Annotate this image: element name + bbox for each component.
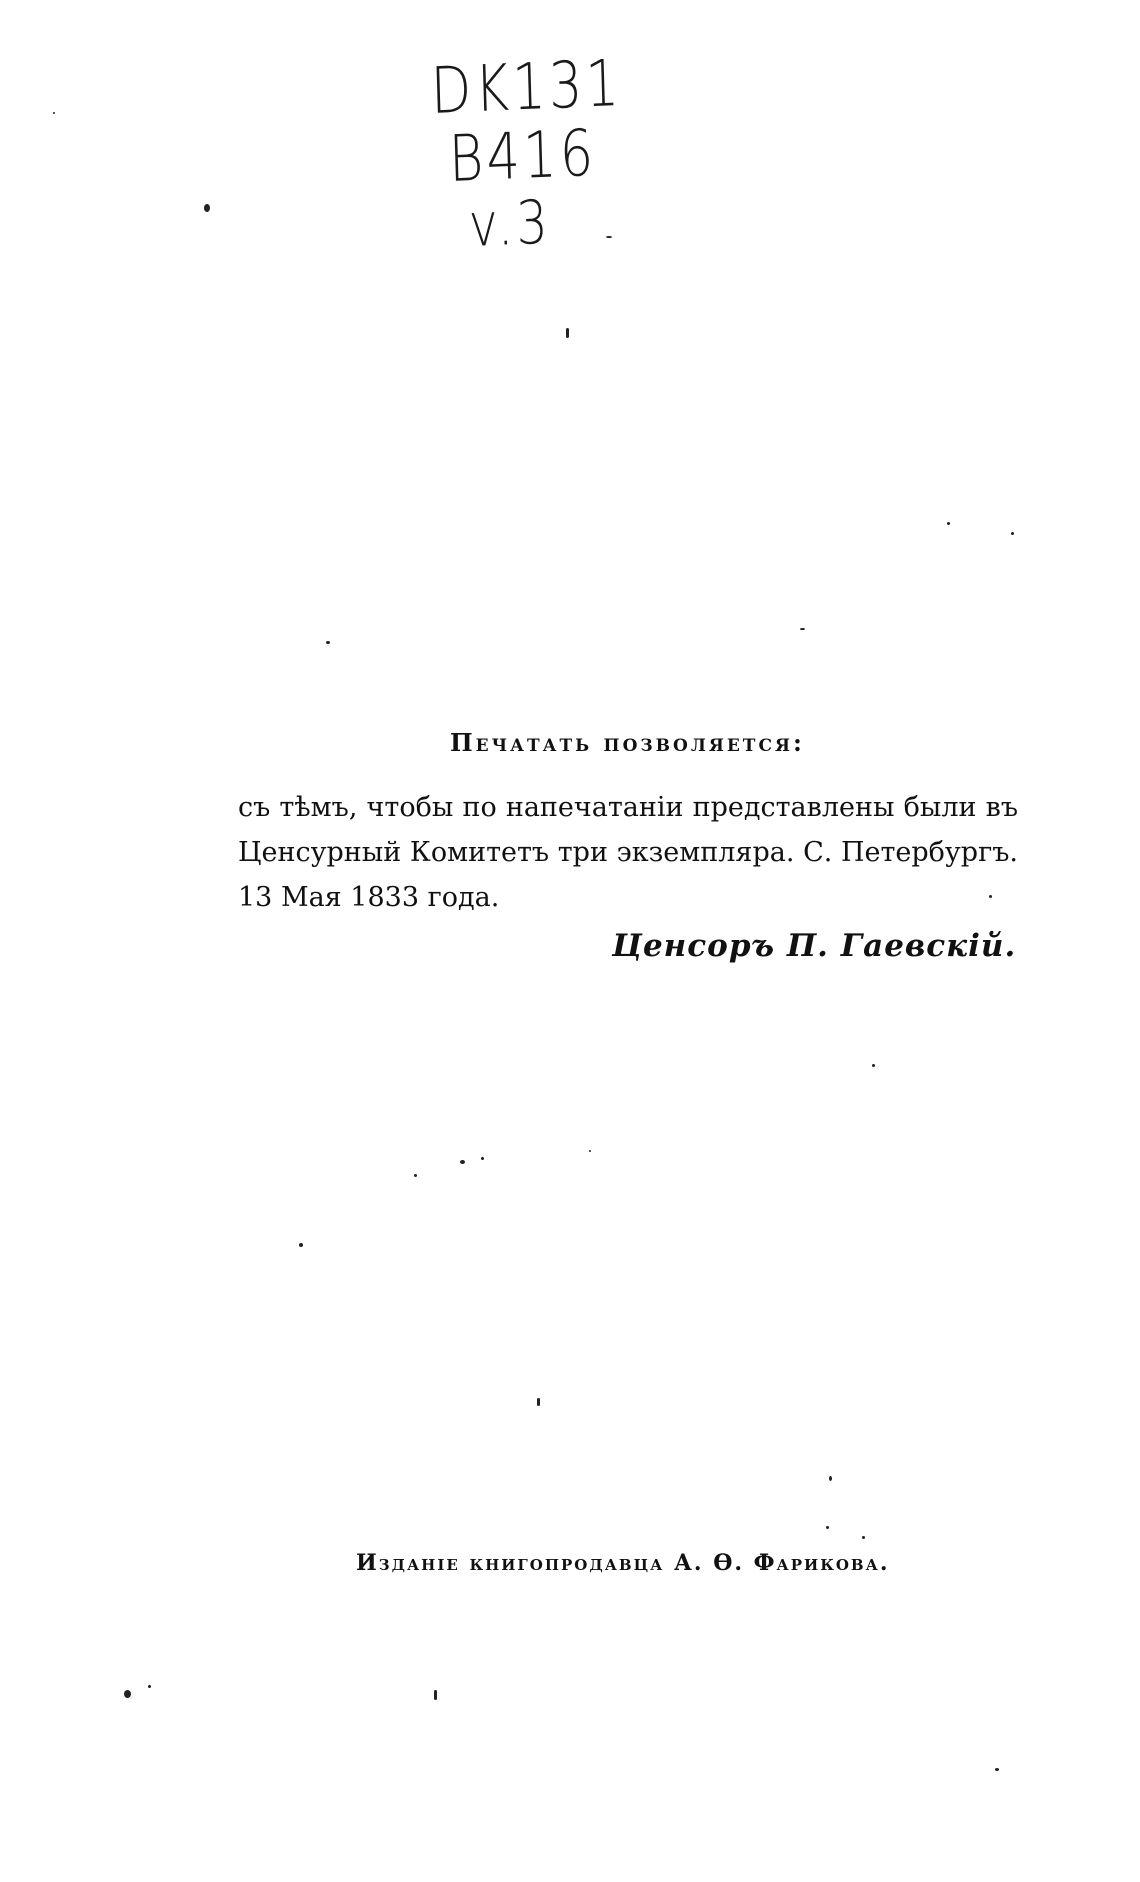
scan-speck <box>124 1690 131 1698</box>
scan-speck <box>460 1160 465 1164</box>
scan-speck <box>204 204 210 212</box>
scan-speck <box>326 641 330 644</box>
publisher-imprint: Изданіе книгопродавца А. Ѳ. Фарикова. <box>356 1550 890 1576</box>
scan-speck <box>481 1157 484 1160</box>
scan-speck <box>589 1150 591 1152</box>
scan-speck <box>148 1685 151 1688</box>
scan-speck <box>434 1690 437 1700</box>
scan-speck <box>414 1174 417 1177</box>
scan-speck <box>1011 532 1014 535</box>
censorship-line-2: Ценсурный Комитетъ три экземпляра. С. Петербургъ. <box>238 837 1018 868</box>
call-number-line-2: B416 <box>447 116 598 197</box>
scan-speck <box>566 328 569 338</box>
scan-speck <box>537 1398 540 1406</box>
censorship-heading: Печатать позволяется: <box>450 728 805 757</box>
handwritten-call-number <box>429 46 650 264</box>
scan-speck <box>989 895 992 898</box>
scan-speck <box>826 1526 829 1529</box>
scan-speck <box>800 628 805 630</box>
call-number-line-1: DK131 <box>429 46 624 129</box>
scan-speck <box>995 1768 999 1771</box>
censorship-line-1: съ тѣмъ, чтобы по напечатаніи представлены были въ <box>238 792 1018 823</box>
censorship-text <box>238 785 1018 920</box>
censorship-line-3: 13 Мая 1833 года. <box>238 882 500 913</box>
scan-speck <box>862 1536 865 1539</box>
scan-speck <box>947 522 950 525</box>
scan-speck <box>606 236 612 238</box>
scan-speck <box>829 1476 832 1481</box>
scan-speck <box>53 112 55 114</box>
censor-signature: Ценсоръ П. Гаевскій. <box>612 928 1017 964</box>
scan-speck <box>872 1064 875 1067</box>
scan-speck <box>299 1243 303 1247</box>
call-number-line-3: v.3 <box>467 187 552 261</box>
